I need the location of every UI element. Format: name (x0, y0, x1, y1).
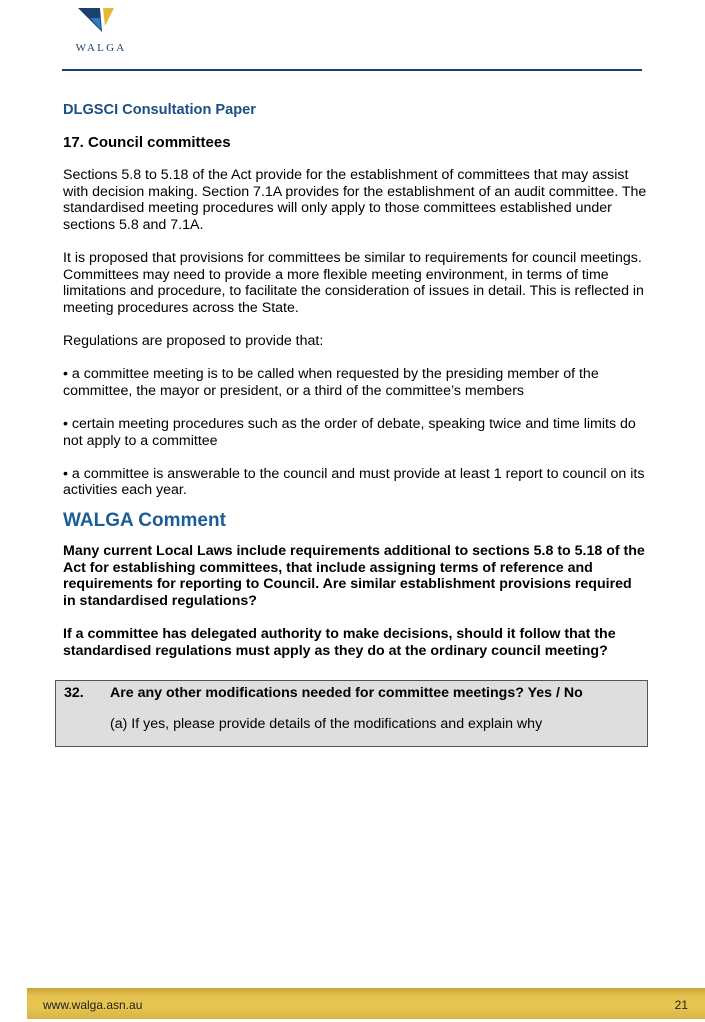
walga-logo (66, 6, 136, 60)
bullet-item: • a committee meeting is to be called when requested by the presiding member of the committee, the mayor or president, or a third of the committee’s members (63, 366, 599, 399)
document-body (63, 102, 648, 676)
question-box (55, 680, 648, 747)
question-text: Are any other modifications needed for committee meetings? Yes / No (110, 685, 583, 701)
bullet-item: • a committee is answerable to the council and must provide at least 1 report to council on its activities each year. (63, 465, 645, 499)
paragraph: Regulations are proposed to provide that: (63, 333, 324, 350)
page-number: 21 (674, 998, 688, 1012)
comment-question: Many current Local Laws include requirements additional to sections 5.8 to 5.18 of the Act for establishing committees, that include assigning terms of reference and requirements for reporting to Council. Are similar establishment provisions required in standardised regulations? (63, 543, 645, 609)
footer-bar (27, 988, 705, 1019)
paragraph: Sections 5.8 to 5.18 of the Act provide for the establishment of committees that may assist with decision making. Section 7.1A provides for the establishment of an audit committee. The standardised meeting procedures will only apply to those committees established under sections 5.8 and 7.1A. (63, 167, 647, 233)
question-number: 32. (64, 685, 84, 701)
header-divider (62, 69, 642, 71)
section-title: 17. Council committees (63, 133, 231, 151)
paper-title: DLGSCI Consultation Paper (63, 102, 256, 118)
walga-comment-heading: WALGA Comment (63, 510, 226, 532)
logo-text: WALGA (75, 42, 127, 54)
paragraph: It is proposed that provisions for committees be similar to requirements for council meetings. Committees may need to provide a more flexible meeting environment, in terms of time limitations and procedure, to facilitate the consideration of issues in detail. This is reflected in meeting procedures across the State. (63, 250, 644, 316)
comment-question: If a committee has delegated authority to make decisions, should it follow that the standardised regulations must apply as they do at the ordinary council meeting? (63, 626, 616, 659)
footer-url[interactable]: www.walga.asn.au (43, 998, 143, 1012)
walga-logo-icon (78, 6, 124, 38)
bullet-item: • certain meeting procedures such as the order of debate, speaking twice and time limits do not apply to a committee (63, 416, 636, 449)
question-subtext: (a) If yes, please provide details of the modifications and explain why (110, 716, 543, 732)
